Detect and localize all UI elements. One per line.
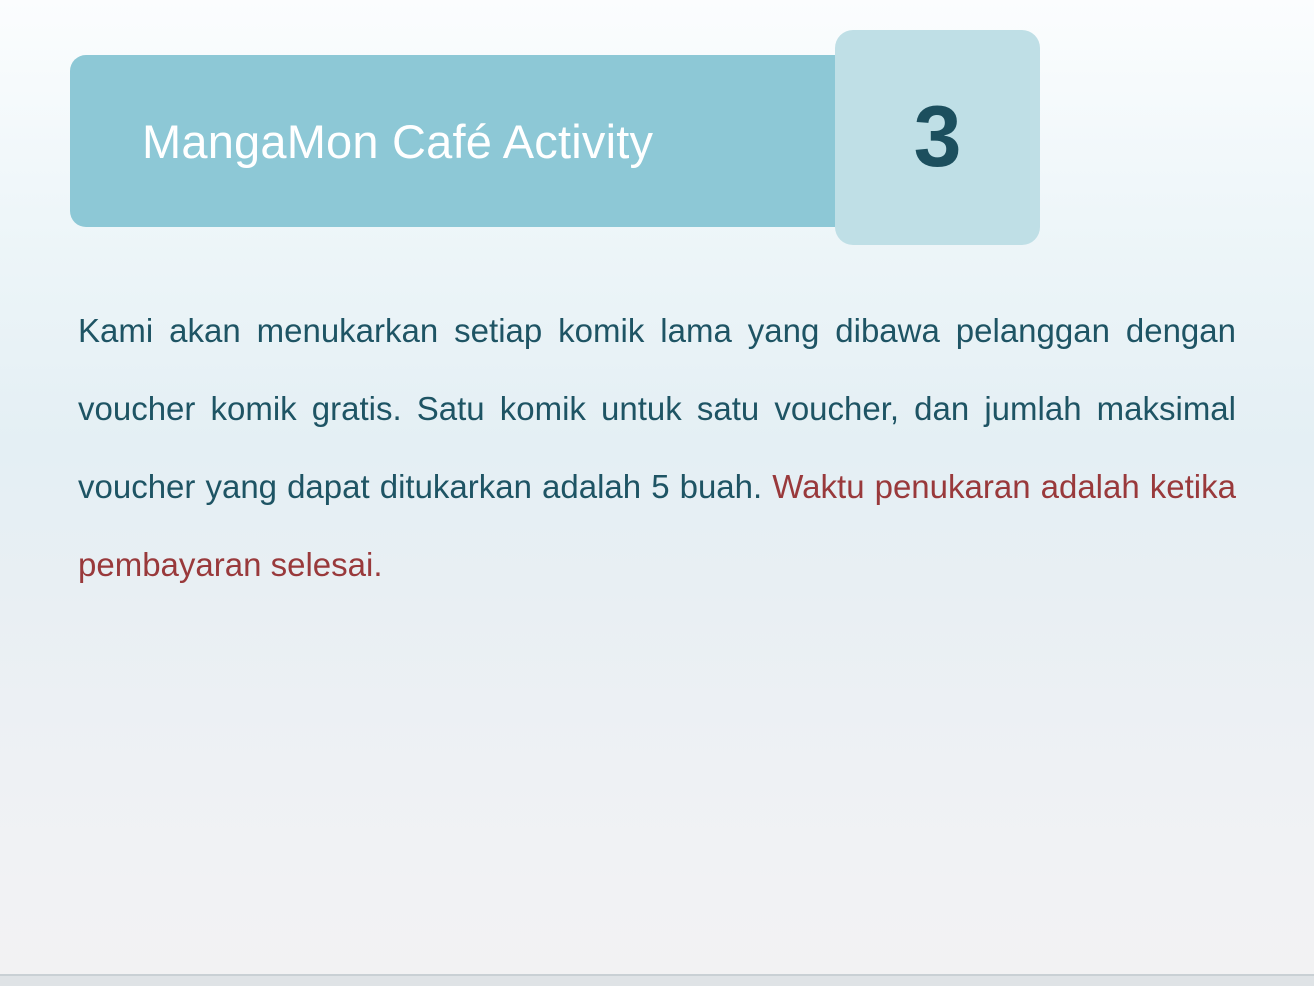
page-title: MangaMon Café Activity <box>142 114 654 168</box>
slide-bottom-edge <box>0 976 1314 986</box>
body-paragraph <box>78 292 1236 604</box>
paragraph-text-normal: Kami akan menukarkan setiap komik lama yang dibawa pelanggan dengan voucher komik gratis. Satu komik untuk satu voucher, dan jumlah maksimal voucher yang dapat ditukarkan adalah 5 buah. <box>78 312 1236 505</box>
slide-number: 3 <box>913 89 962 185</box>
slide-header <box>70 55 970 227</box>
paragraph-text-highlighted: Waktu penukaran adalah ketika pembayaran selesai. <box>78 468 1236 583</box>
